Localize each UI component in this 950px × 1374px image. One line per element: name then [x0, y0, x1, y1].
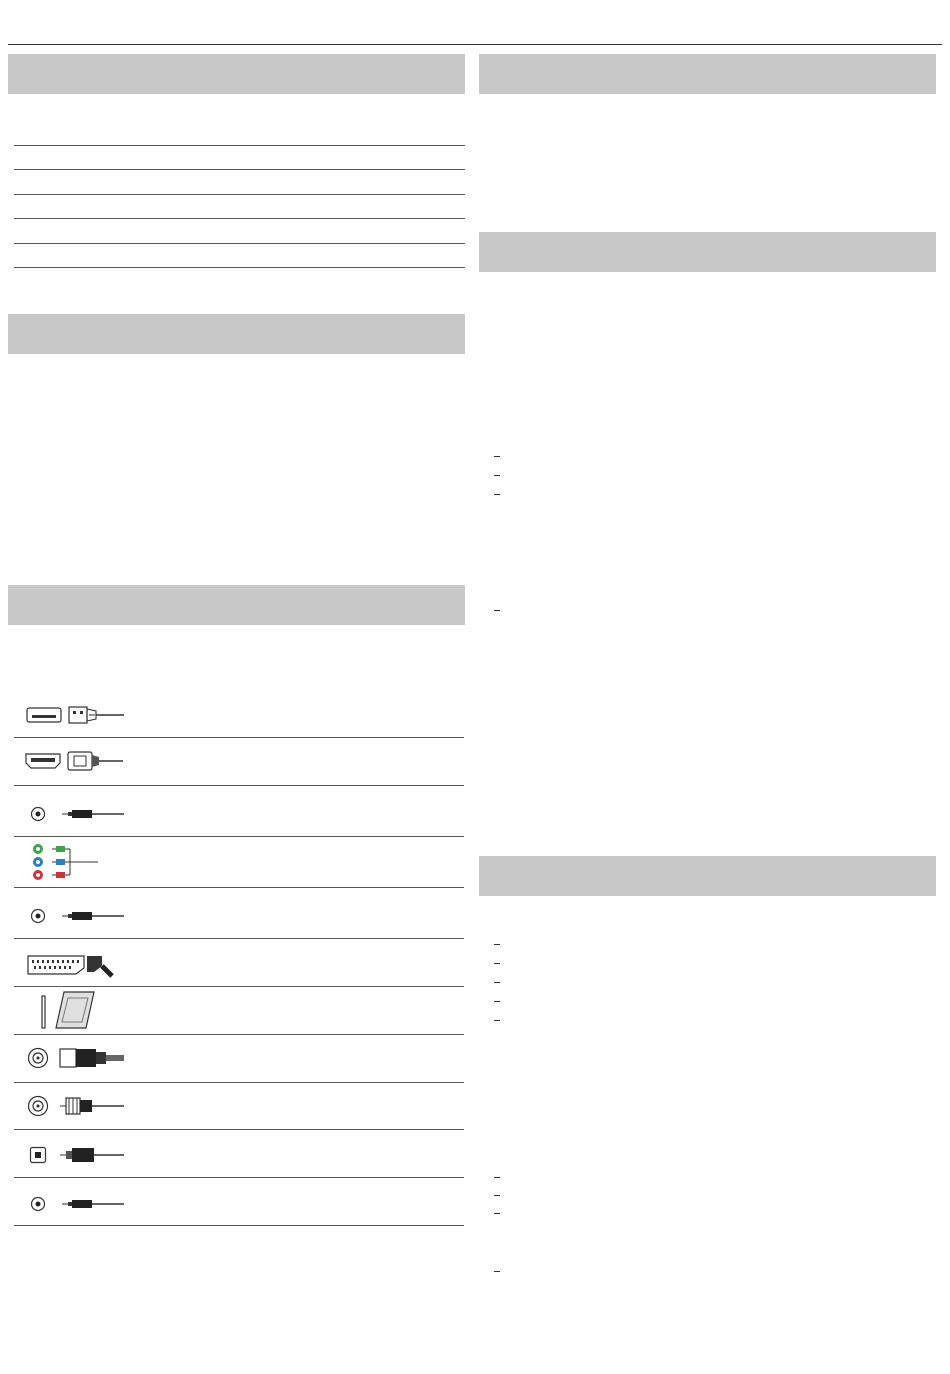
component-rgb-ports-icon	[30, 842, 46, 882]
table-row-divider	[14, 194, 465, 195]
table-row-divider	[14, 1129, 464, 1130]
bullet-dash	[494, 1195, 500, 1196]
bullet-dash	[494, 1177, 500, 1178]
table-row-divider	[14, 986, 464, 987]
section-header-band	[479, 232, 936, 272]
mini-jack-plug-icon	[60, 910, 126, 922]
coax-plug-icon	[58, 1046, 126, 1070]
bullet-dash	[494, 1213, 500, 1214]
section-header-band	[479, 54, 936, 94]
optical-port-icon	[29, 1146, 47, 1164]
table-row-divider	[14, 1082, 464, 1083]
table-row-divider	[14, 836, 464, 837]
table-row-divider	[14, 267, 465, 268]
mini-jack-plug-icon	[60, 1198, 126, 1210]
ci-card-slot-icon	[40, 994, 50, 1030]
table-row-divider	[14, 218, 465, 219]
rca-plugs-icon	[50, 842, 100, 882]
mini-jack-plug-icon	[60, 808, 126, 820]
table-row-divider	[14, 938, 464, 939]
bullet-dash	[494, 963, 500, 964]
section-header-band	[8, 314, 465, 354]
table-row-divider	[14, 887, 464, 888]
table-row-divider	[14, 737, 464, 738]
bullet-dash	[494, 944, 500, 945]
table-row-divider	[14, 145, 465, 146]
top-rule	[8, 44, 942, 45]
antenna-socket-icon	[27, 1047, 49, 1069]
usb-plug-icon	[68, 703, 126, 727]
table-row-divider	[14, 169, 465, 170]
bullet-dash	[494, 1020, 500, 1021]
audio-jack-icon	[30, 908, 46, 924]
optical-plug-icon	[58, 1145, 126, 1165]
section-header-band	[8, 54, 465, 94]
ci-module-icon	[50, 990, 100, 1030]
scart-plug-icon	[86, 952, 118, 980]
table-row-divider	[14, 785, 464, 786]
bullet-dash	[494, 610, 500, 611]
usb-port-icon	[26, 707, 62, 723]
hdmi-port-icon	[24, 752, 62, 770]
bullet-dash	[494, 475, 500, 476]
headphone-jack-icon	[30, 1196, 46, 1212]
table-row-divider	[14, 243, 465, 244]
bullet-dash	[494, 982, 500, 983]
table-row-divider	[14, 1034, 464, 1035]
satellite-socket-icon	[27, 1095, 49, 1117]
hdmi-plug-icon	[67, 749, 125, 773]
bullet-dash	[494, 1271, 500, 1272]
section-header-band	[479, 856, 936, 896]
bullet-dash	[494, 456, 500, 457]
table-row-divider	[14, 1177, 464, 1178]
scart-port-icon	[26, 954, 86, 976]
audio-jack-icon	[30, 806, 46, 822]
table-row-divider	[14, 1225, 464, 1226]
bullet-dash	[494, 494, 500, 495]
bullet-dash	[494, 1001, 500, 1002]
f-connector-plug-icon	[58, 1095, 126, 1117]
section-header-band	[8, 585, 465, 625]
